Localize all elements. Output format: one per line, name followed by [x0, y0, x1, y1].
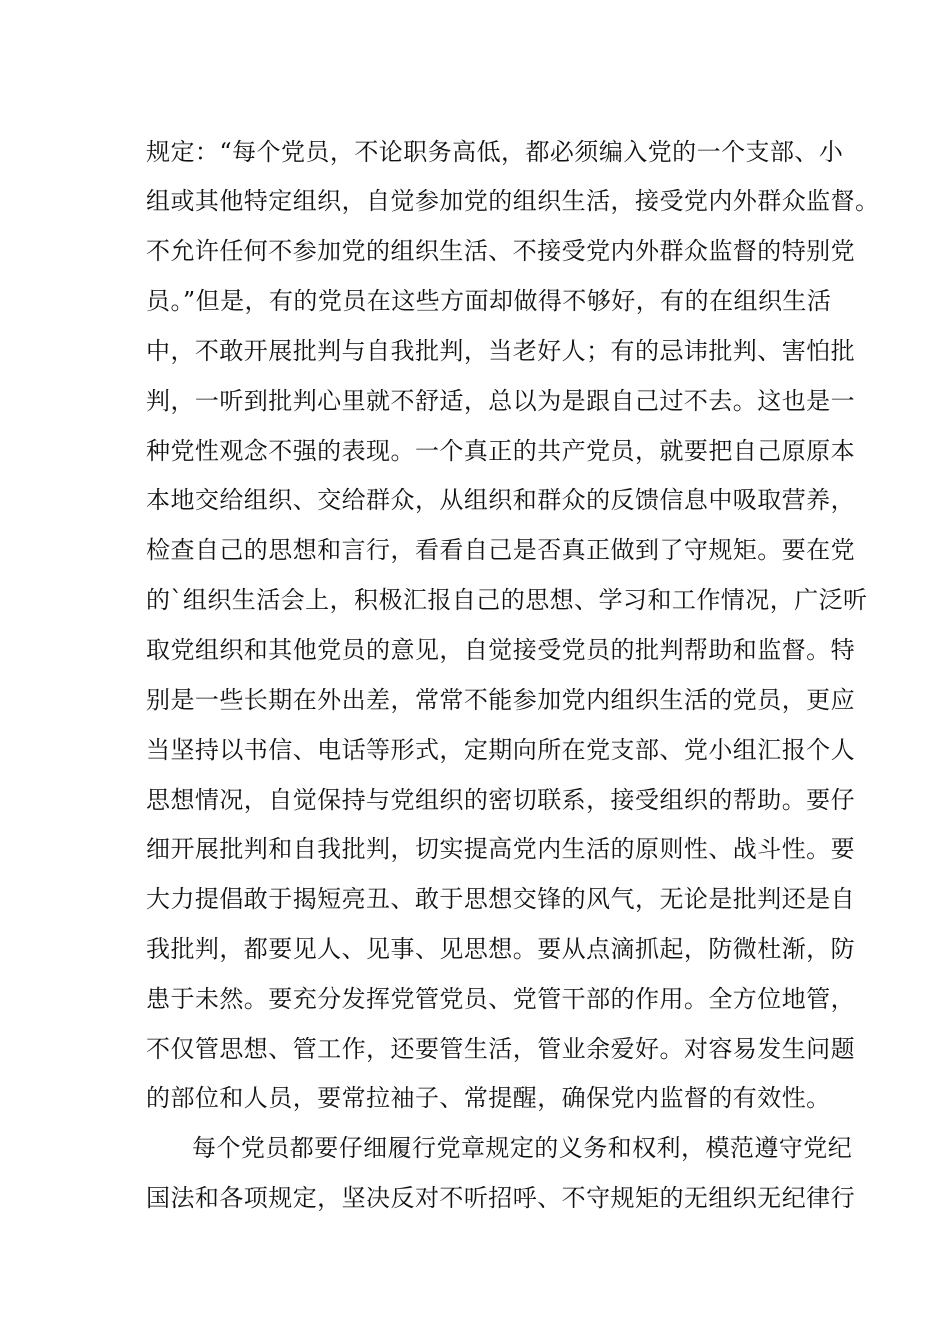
text-line: 员。”但是，有的党员在这些方面却做得不够好，有的在组织生活 — [146, 287, 832, 315]
text-line: 细开展批判和自我批判，切实提高党内生活的原则性、战斗性。要 — [146, 835, 856, 863]
text-line: 我批判，都要见人、见事、见思想。要从点滴抓起，防微杜渐，防 — [146, 935, 856, 963]
text-line: 别是一些长期在外出差，常常不能参加党内组织生活的党员，更应 — [146, 686, 856, 714]
text-line: 判，一听到批判心里就不舒适，总以为是跟自己过不去。这也是一 — [146, 387, 856, 415]
text-line: 不仅管思想、管工作，还要管生活，管业余爱好。对容易发生问题 — [146, 1035, 856, 1063]
text-line: 组或其他特定组织，自觉参加党的组织生活，接受党内外群众监督。 — [146, 187, 880, 215]
text-line: 中，不敢开展批判与自我批判，当老好人；有的忌讳批判、害怕批 — [146, 337, 856, 365]
text-line: 不允许任何不参加党的组织生活、不接受党内外群众监督的特别党 — [146, 237, 856, 265]
text-line: 检查自己的思想和言行，看看自己是否真正做到了守规矩。要在党 — [146, 536, 856, 564]
text-line: 大力提倡敢于揭短亮丑、敢于思想交锋的风气，无论是批判还是自 — [146, 885, 856, 913]
text-line: 的部位和人员，要常拉袖子、常提醒，确保党内监督的有效性。 — [146, 1084, 831, 1112]
text-line: 本地交给组织、交给群众，从组织和群众的反馈信息中吸取营养， — [146, 486, 856, 514]
text-line: 思想情况，自觉保持与党组织的密切联系，接受组织的帮助。要仔 — [146, 786, 856, 814]
text-line: 种党性观念不强的表现。一个真正的共产党员，就要把自己原原本 — [146, 437, 856, 465]
text-line: 的`组织生活会上，积极汇报自己的思想、学习和工作情况，广泛听 — [146, 586, 868, 614]
text-line: 取党组织和其他党员的意见，自觉接受党员的批判帮助和监督。特 — [146, 636, 856, 664]
paragraph-first-line: 每个党员都要仔细履行党章规定的义务和权利，模范遵守党纪 — [192, 1134, 853, 1162]
text-line: 规定：“每个党员，不论职务高低，都必须编入党的一个支部、小 — [146, 138, 844, 166]
text-line: 患于未然。要充分发挥党管党员、党管干部的作用。全方位地管， — [146, 985, 856, 1013]
text-line: 国法和各项规定，坚决反对不听招呼、不守规矩的无组织无纪律行 — [146, 1184, 856, 1212]
text-line: 当坚持以书信、电话等形式，定期向所在党支部、党小组汇报个人 — [146, 736, 856, 764]
